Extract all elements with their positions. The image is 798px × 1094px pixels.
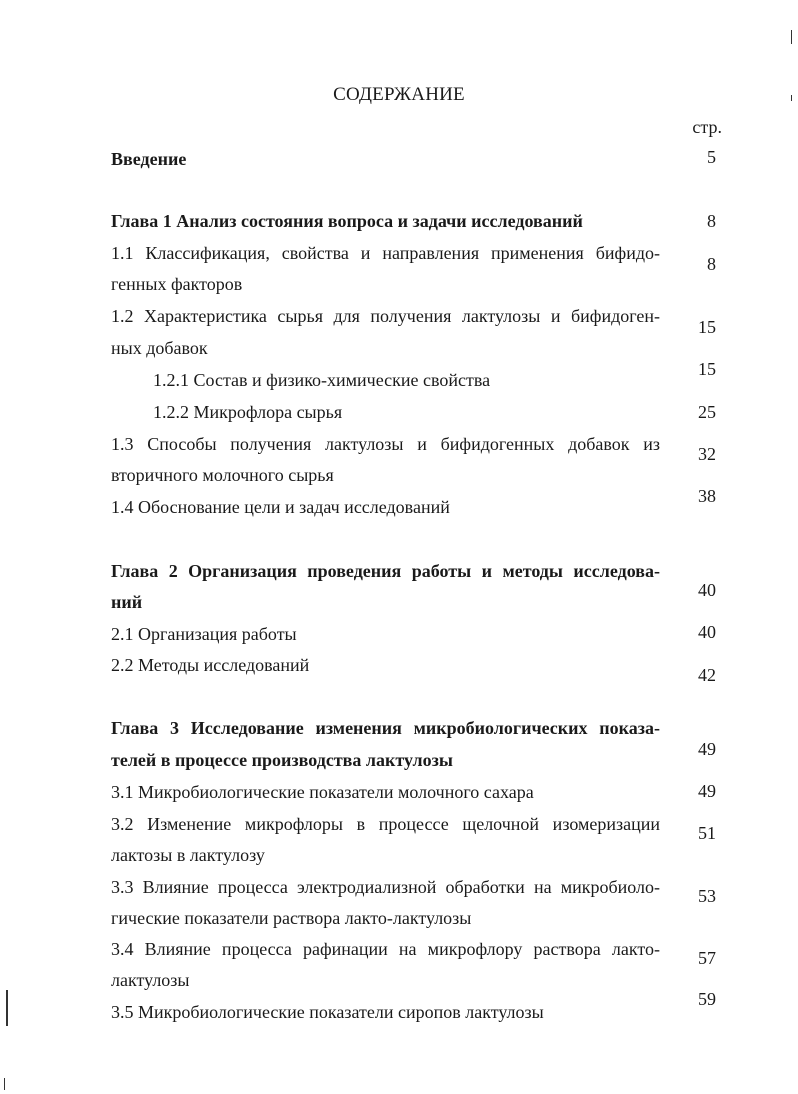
toc-section-1-3-line1: 1.3 Способы получения лактулозы и бифидогенных добавок из [111, 434, 660, 454]
toc-section-1-2-2: 1.2.2 Микрофлора сырья [153, 402, 343, 422]
toc-chapter-2-line1: Глава 2 Организация проведения работы и методы исследова- [111, 561, 660, 581]
toc-section-2-2: 2.2 Методы исследований [111, 655, 310, 675]
toc-title: СОДЕРЖАНИЕ [333, 84, 465, 105]
toc-section-3-4-line2: лактулозы [111, 970, 190, 990]
toc-section-3-3-line1: 3.3 Влияние процесса электродиализной обработки на микробиоло- [111, 877, 660, 897]
toc-section-3-3-page: 53 [698, 886, 716, 906]
toc-section-3-2-page: 51 [698, 823, 716, 843]
scan-mark-right [791, 95, 792, 101]
scan-mark-top-right [791, 30, 792, 44]
page-column-header: стр. [692, 117, 722, 137]
toc-section-1-4-page: 38 [698, 486, 716, 506]
toc-section-3-4-page: 57 [698, 948, 716, 968]
toc-section-1-4: 1.4 Обоснование цели и задач исследований [111, 497, 450, 517]
toc-section-1-2-line2: ных добавок [111, 338, 208, 358]
scan-mark-left-bottom [4, 1078, 5, 1090]
toc-section-1-1-page: 8 [707, 254, 716, 274]
toc-chapter-3-line1: Глава 3 Исследование изменения микробиологических показа- [111, 718, 660, 738]
toc-section-1-1-line1: 1.1 Классификация, свойства и направления применения бифидо- [111, 243, 660, 263]
toc-section-3-1: 3.1 Микробиологические показатели молочного сахара [111, 782, 534, 802]
toc-section-1-2-1: 1.2.1 Состав и физико-химические свойства [153, 370, 491, 390]
toc-section-1-3-line2: вторичного молочного сырья [111, 465, 334, 485]
toc-section-3-2-line1: 3.2 Изменение микрофлоры в процессе щелочной изомеризации [111, 814, 660, 834]
toc-chapter-3-line2: телей в процессе производства лактулозы [111, 750, 453, 770]
toc-intro-page: 5 [707, 147, 716, 167]
toc-section-3-5: 3.5 Микробиологические показатели сиропов лактулозы [111, 1002, 544, 1022]
toc-section-1-1-line2: генных факторов [111, 274, 243, 294]
toc-section-1-2-line1: 1.2 Характеристика сырья для получения лактулозы и бифидоген- [111, 306, 660, 326]
toc-section-1-3-page: 32 [698, 444, 716, 464]
toc-section-2-2-page: 42 [698, 665, 716, 685]
toc-section-3-4-line1: 3.4 Влияние процесса рафинации на микрофлору раствора лакто- [111, 939, 660, 959]
toc-chapter-1: Глава 1 Анализ состояния вопроса и задачи исследований [111, 211, 583, 231]
toc-section-3-3-line2: гические показатели раствора лакто-лактулозы [111, 908, 472, 928]
toc-intro: Введение [111, 149, 187, 169]
toc-section-1-2-1-page: 15 [698, 359, 716, 379]
toc-section-1-2-page: 15 [698, 317, 716, 337]
toc-chapter-3-page: 49 [698, 739, 716, 759]
toc-section-1-2-2-page: 25 [698, 402, 716, 422]
scan-mark-left-bar [6, 990, 8, 1026]
toc-chapter-1-page: 8 [707, 211, 716, 231]
toc-chapter-2-line2: ний [111, 592, 143, 612]
toc-section-2-1-page: 40 [698, 622, 716, 642]
toc-section-3-1-page: 49 [698, 781, 716, 801]
toc-section-3-5-page: 59 [698, 989, 716, 1009]
toc-chapter-2-page: 40 [698, 580, 716, 600]
toc-section-2-1: 2.1 Организация работы [111, 624, 297, 644]
toc-section-3-2-line2: лактозы в лактулозу [111, 845, 265, 865]
